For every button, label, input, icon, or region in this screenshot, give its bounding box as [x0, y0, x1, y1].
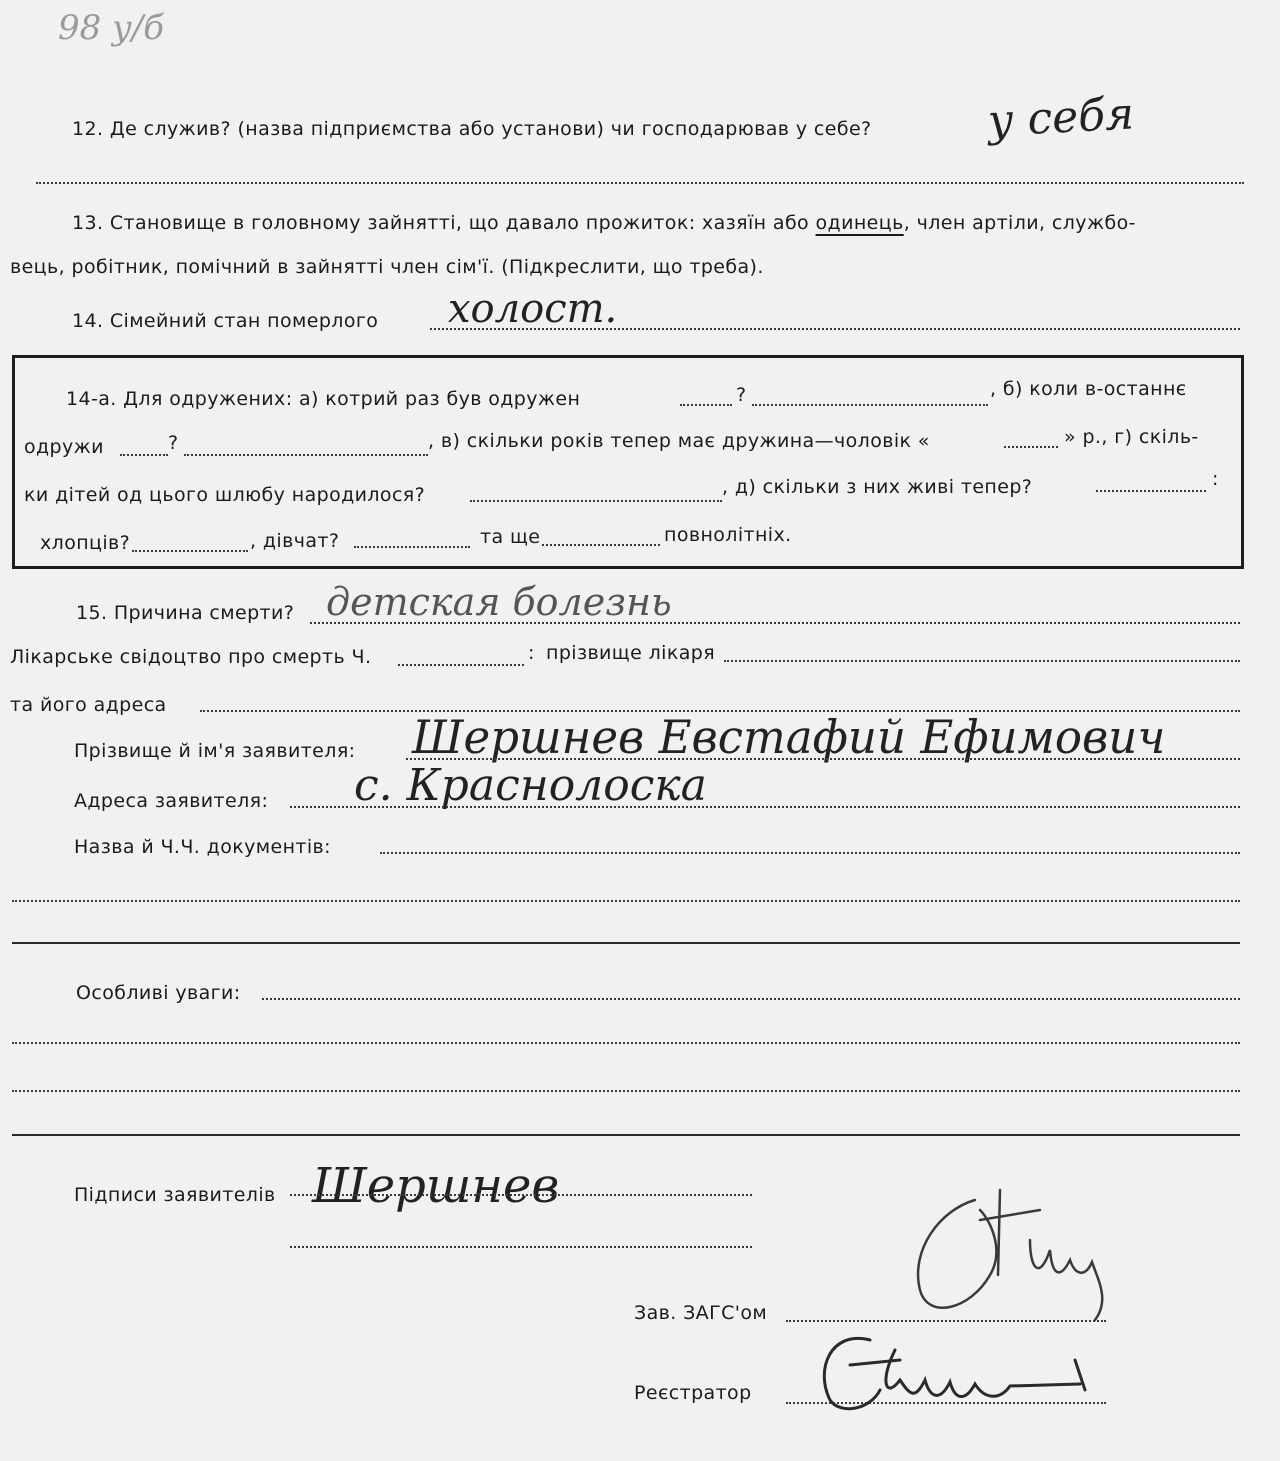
registrar-label: Реєстратор [634, 1382, 752, 1404]
q12-answer-line [36, 182, 1244, 184]
corner-pencil-note: 98 у/б [58, 8, 165, 48]
special-notes-line-2 [12, 1042, 1240, 1044]
q14a-line4-a: хлопців? [40, 532, 131, 554]
q14a-boys-line [132, 550, 248, 552]
q14a-when-married-line [120, 454, 168, 456]
q15-answer-line [310, 622, 1240, 624]
applicant-name-value: Шершнев Евстафий Ефимович [412, 710, 1166, 764]
q14a-line1-q: ? [736, 384, 747, 406]
q14a-line2-a: одружи [24, 436, 104, 458]
applicant-signature: Шершнев [312, 1158, 560, 1214]
applicant-signature-line-2 [290, 1246, 752, 1248]
section-divider-2 [12, 1134, 1240, 1136]
applicant-signatures-label: Підписи заявителів [74, 1184, 276, 1206]
q14a-line3-colon: : [1212, 468, 1219, 490]
applicant-address-label: Адреса заявителя: [74, 790, 269, 812]
q15-answer: детская болезнь [326, 580, 672, 624]
q14a-adults-line [542, 544, 660, 546]
q14a-line4-b: , дівчат? [250, 530, 340, 552]
q14a-line2-c: » р., г) скіль- [1064, 426, 1199, 448]
registrar-signature [810, 1320, 1110, 1420]
q14a-line3-b: , д) скільки з них живі тепер? [722, 476, 1033, 498]
q13-line1: 13. Становище в головному зайнятті, що давало прожиток: хазяїн або одинець, член артіли, службо- [72, 212, 1136, 234]
doctor-address-label: та його адреса [10, 694, 167, 716]
applicant-address-line [290, 806, 1240, 808]
q14a-children-born-line [470, 500, 722, 502]
medical-cert-label: Лікарське свідоцтво про смерть Ч. [10, 646, 372, 668]
special-notes-label: Особливі уваги: [76, 982, 241, 1004]
q14a-line4-d: повнолітніх. [664, 524, 792, 546]
special-notes-line-1 [262, 998, 1240, 1000]
q14a-line3-a: ки дітей од цього шлюбу народилося? [24, 484, 426, 506]
medical-cert-number-line [398, 664, 524, 666]
zags-head-label: Зав. ЗАГС'ом [634, 1302, 768, 1324]
q14a-line4-c: та ще [480, 526, 541, 548]
q13-line2: вець, робітник, помічний в зайнятті член сім'ї. (Підкреслити, що треба). [10, 256, 764, 278]
q14a-girls-line [354, 546, 470, 548]
q14a-times-married-line [680, 404, 732, 406]
doctor-name-line [724, 660, 1240, 662]
applicant-signature-line-1 [290, 1194, 752, 1196]
q14a-when-married-line-2 [184, 454, 428, 456]
q14-answer: холост. [448, 286, 618, 332]
documents-line [380, 852, 1240, 854]
zags-head-signature [880, 1180, 1140, 1330]
medical-cert-colon: : [528, 642, 535, 664]
q14a-line2-q: ? [168, 432, 179, 454]
q14a-times-married-line-2 [752, 404, 988, 406]
q14a-children-alive-line [1096, 490, 1206, 492]
q14a-line1-tail: , б) коли в-останнє [990, 378, 1187, 400]
special-notes-line-3 [12, 1090, 1240, 1092]
applicant-name-label: Прізвище й ім'я заявителя: [74, 740, 356, 762]
q14-answer-line [430, 328, 1240, 330]
documents-label: Назва й Ч.Ч. документів: [74, 836, 331, 858]
doctor-name-label: прізвище лікаря [546, 642, 716, 664]
applicant-address-value: с. Краснолоска [354, 760, 707, 811]
q14a-line1-text: 14-а. Для одружених: а) котрий раз був одружен [66, 388, 581, 410]
q14-label: 14. Сімейний стан померлого [72, 310, 379, 332]
documents-line-2 [12, 900, 1240, 902]
q15-label: 15. Причина смерти? [76, 602, 295, 624]
q14a-spouse-age-line [1004, 446, 1058, 448]
q13-underlined-option: одинець [815, 212, 904, 234]
q12-label: 12. Де служив? (назва підприємства або установи) чи господарював у себе? [72, 118, 872, 140]
q14a-line2-b: , в) скільки років тепер має дружина—чоловік « [428, 430, 930, 452]
q12-answer: у себя [986, 88, 1136, 147]
section-divider-1 [12, 942, 1240, 944]
